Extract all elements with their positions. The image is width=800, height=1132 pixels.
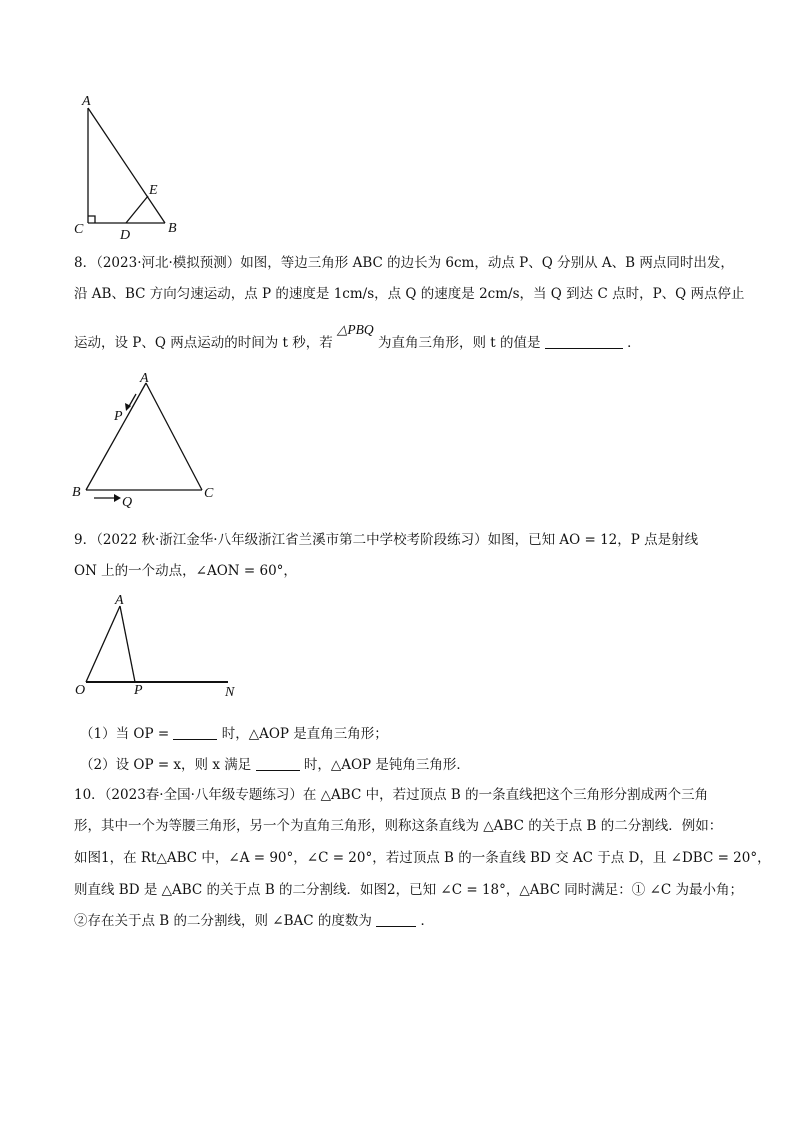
q9-part-2-text-a: （2）设 OP = x，则 x 满足 [80,757,252,773]
q10-line-3: 如图1，在 Rt△ABC 中，∠A = 90°，∠C = 20°，若过顶点 B 的一条直线 BD 交 AC 于点 D，且 ∠DBC = 20°， [74,850,771,866]
label-b: B [72,485,81,500]
q8-line-3-end: ． [627,335,641,351]
q9-part-1-text-b: 时，△AOP 是直角三角形； [221,726,388,742]
q10-line-2: 形，其中一个为等腰三角形，另一个为直角三角形，则称这条直线为 △ABC 的关于点 B 的二分割线．例如： [74,818,723,834]
label-p: P [114,409,123,424]
figure-ray-triangle [70,590,240,700]
label-a: A [82,94,91,109]
label-c: C [74,222,84,237]
figure-equilateral-triangle [70,370,230,510]
label-p: P [134,683,143,698]
q9-line-1: 9．（2022 秋·浙江金华·八年级浙江省兰溪市第二中学校考阶段练习）如图，已知 AO = 12，P 点是射线 [74,532,699,548]
q9-part-2-text-b: 时，△AOP 是钝角三角形． [303,757,470,773]
q8-triangle-pbq: △PBQ [337,322,374,337]
label-e: E [149,183,158,198]
q8-line-3 [74,322,734,353]
q10-line-4: 则直线 BD 是 △ABC 的关于点 B 的二分割线．如图2，已知 ∠C = 18°，△ABC 同时满足：① ∠C 为最小角； [74,882,744,898]
q8-answer-blank[interactable] [545,334,623,349]
label-b: B [168,221,177,236]
q10-line-5 [74,911,734,931]
q9-part-2-blank[interactable] [256,756,300,771]
label-c: C [204,486,214,501]
q8-line-3-text-a: 运动，设 P、Q 两点运动的时间为 t 秒，若 [74,335,333,351]
q9-part-1 [80,724,740,744]
q9-part-2 [80,755,740,775]
figure-right-triangle [70,90,190,243]
q10-answer-blank[interactable] [376,912,416,927]
label-o: O [75,683,86,698]
label-n: N [225,685,235,700]
label-a: A [140,371,149,386]
q9-line-2: ON 上的一个动点，∠AON = 60°， [74,563,297,579]
q10-line-1: 10．（2023春·全国·八年级专题练习）在 △ABC 中，若过顶点 B 的一条直线把这个三角形分割成两个三角 [74,787,709,803]
q8-line-1: 8．（2023·河北·模拟预测）如图，等边三角形 ABC 的边长为 6cm，动点 P、Q 分别从 A、B 两点同时出发， [74,255,734,271]
q10-line-5-end: ． [420,913,434,929]
q8-line-2: 沿 AB、BC 方向匀速运动，点 P 的速度是 1cm/s，点 Q 的速度是 2cm/s，当 Q 到达 C 点时，P、Q 两点停止 [74,286,745,302]
q9-part-1-text-a: （1）当 OP = [80,726,170,742]
q8-line-3-text-b: 为直角三角形，则 t 的值是 [377,335,541,351]
label-a: A [115,593,124,608]
q9-part-1-blank[interactable] [173,725,217,740]
label-q: Q [122,495,133,510]
q10-line-5-text-a: ②存在关于点 B 的二分割线，则 ∠BAC 的度数为 [74,913,372,929]
label-d: D [120,228,131,243]
